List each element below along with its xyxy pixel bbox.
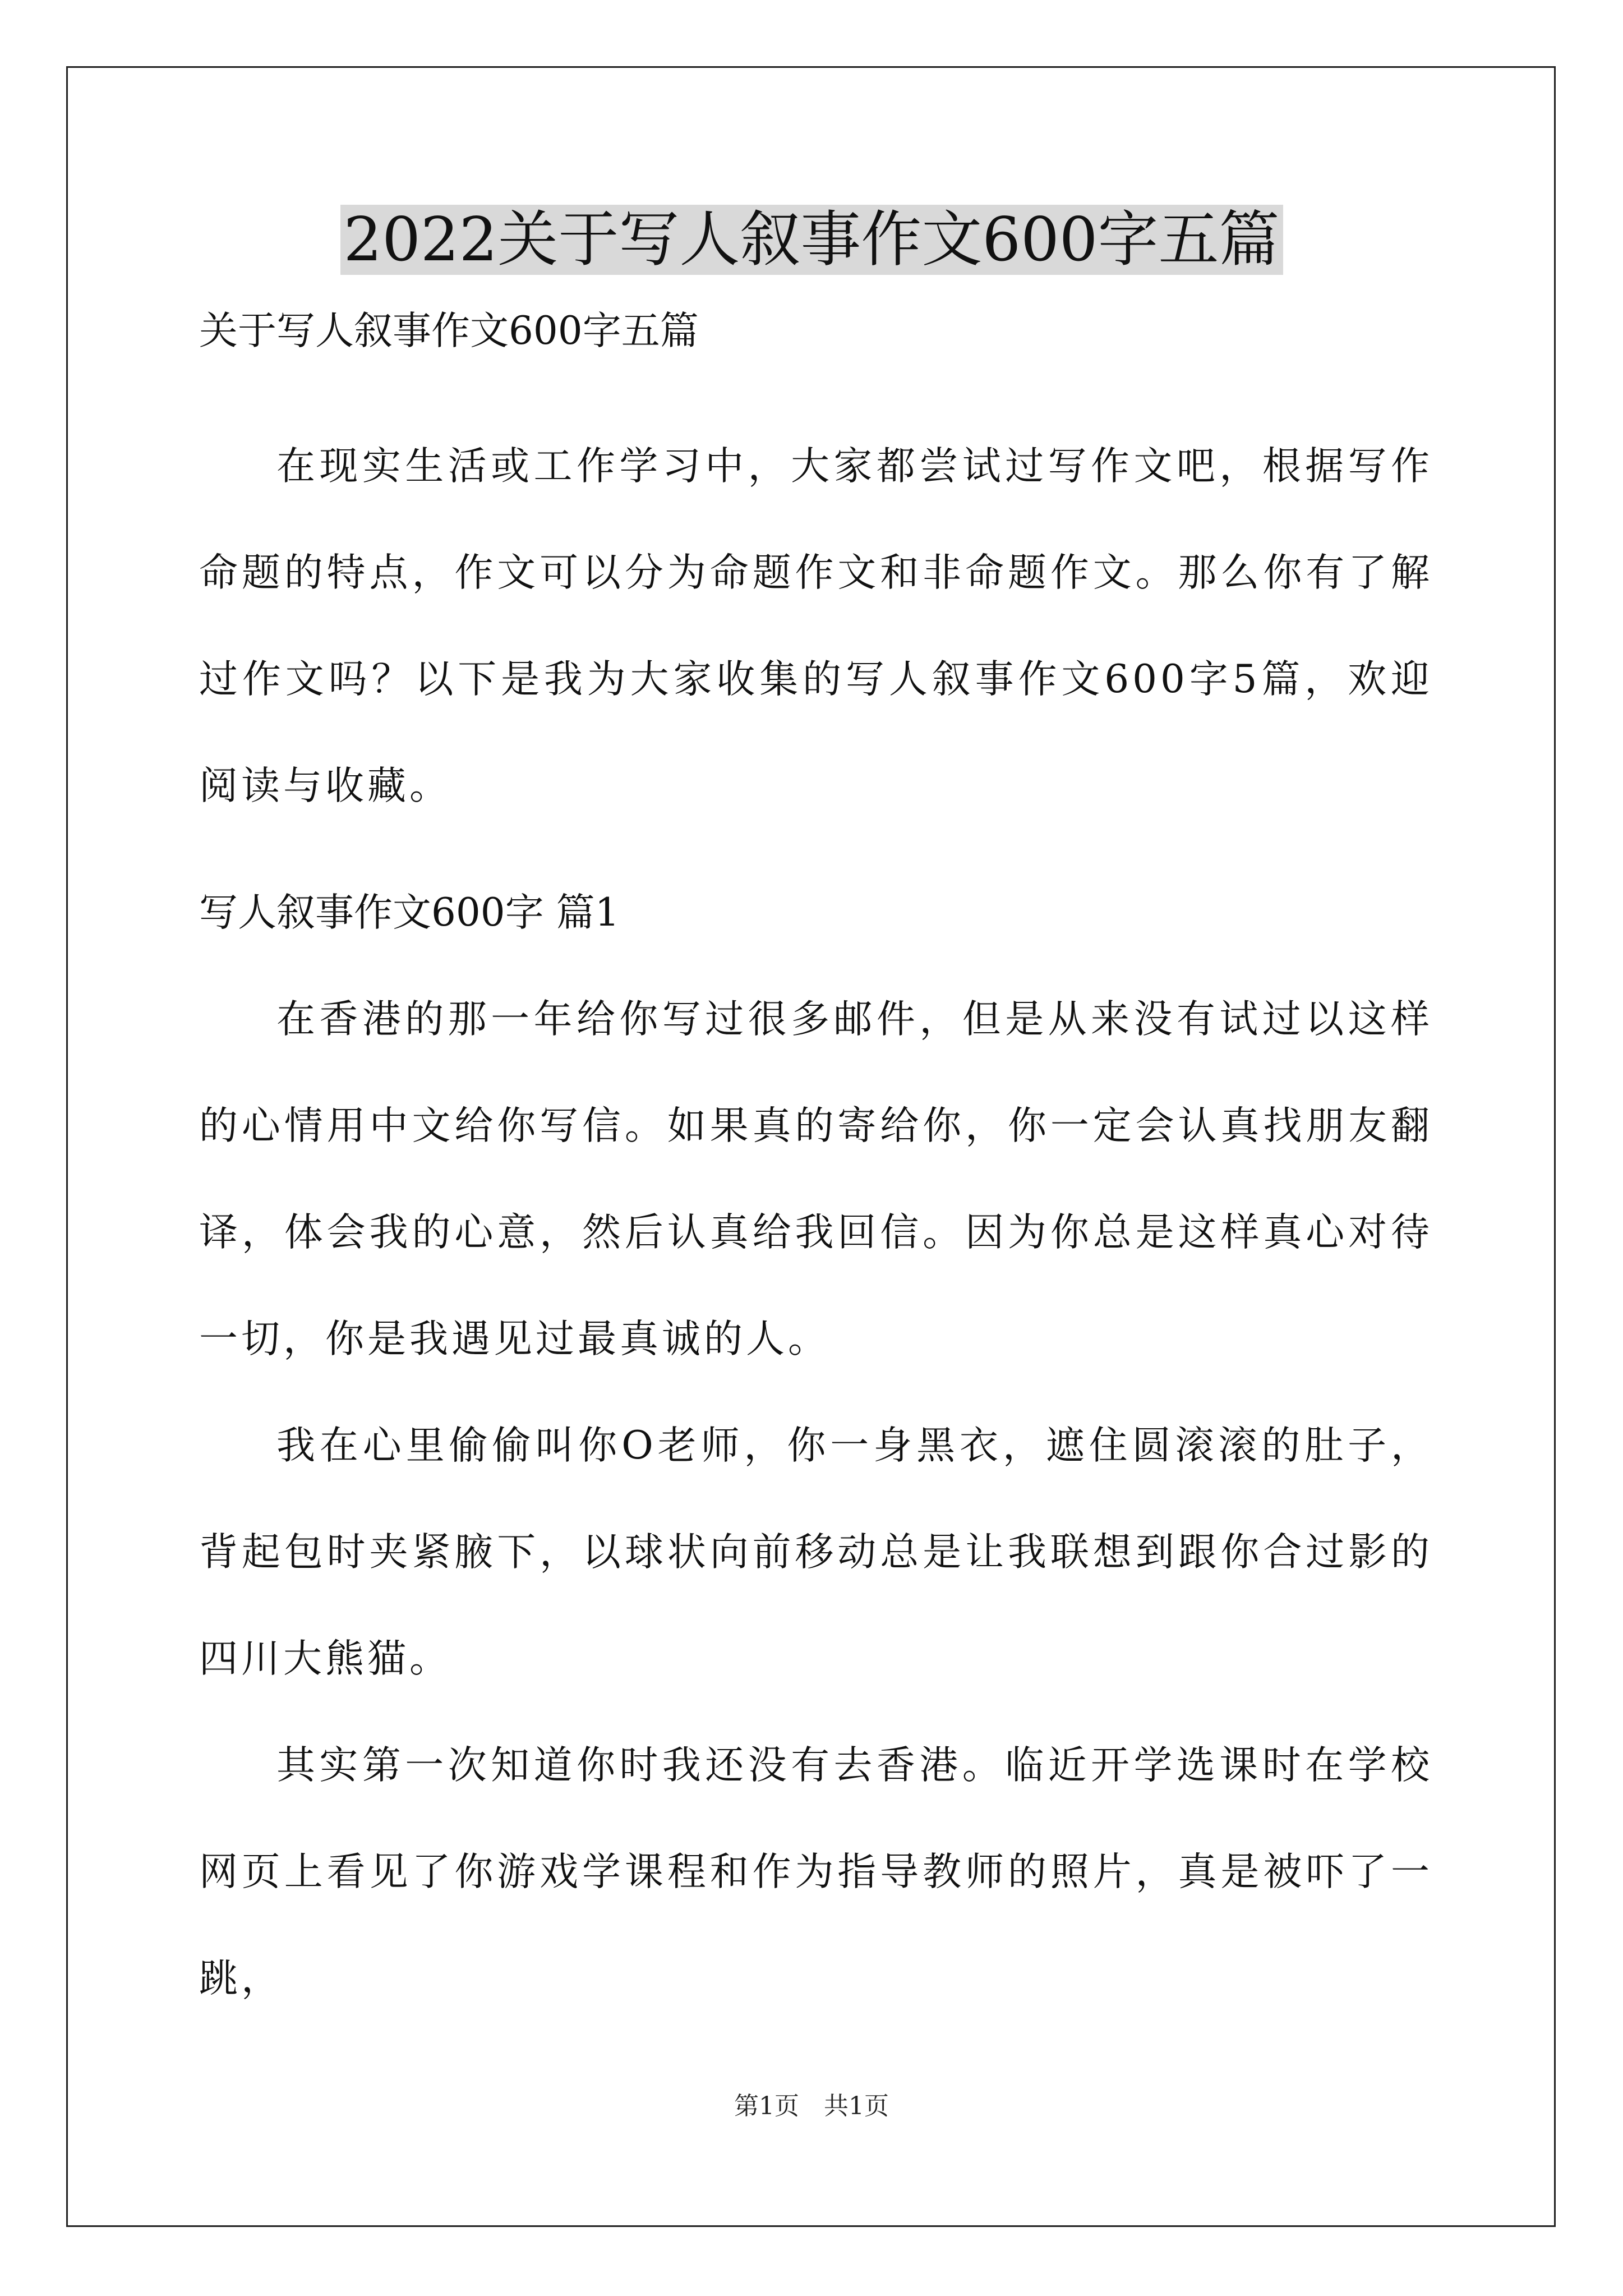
body-paragraph: 其实第一次知道你时我还没有去香港。临近开学选课时在学校网页上看见了你游戏学课程和作为指导教师的照片，真是被吓了一跳， <box>199 1743 1433 2001</box>
section-heading: 写人叙事作文600字 篇1 <box>199 890 620 935</box>
intro-paragraph: 在现实生活或工作学习中，大家都尝试过写作文吧，根据写作命题的特点，作文可以分为命题作文和非命题作文。那么你有了解过作文吗？以下是我为大家收集的写人叙事作文600字5篇，欢迎阅读与收藏。 <box>199 444 1433 808</box>
document-title <box>0 201 1623 279</box>
document-subtitle: 关于写人叙事作文600字五篇 <box>199 309 699 353</box>
body-paragraph: 我在心里偷偷叫你O老师，你一身黑衣，遮住圆滚滚的肚子，背起包时夹紧腋下，以球状向前移动总是让我联想到跟你合过影的四川大熊猫。 <box>199 1423 1433 1681</box>
document-body <box>199 310 1433 2032</box>
document-title-text: 2022关于写人叙事作文600字五篇 <box>340 205 1283 275</box>
body-paragraph: 在香港的那一年给你写过很多邮件，但是从来没有试过以这样的心情用中文给你写信。如果真的寄给你，你一定会认真找朋友翻译，体会我的心意，然后认真给我回信。因为你总是这样真心对待一切，你是我遇见过最真诚的人。 <box>199 997 1433 1361</box>
page-footer: 第1页 共1页 <box>734 2092 889 2120</box>
